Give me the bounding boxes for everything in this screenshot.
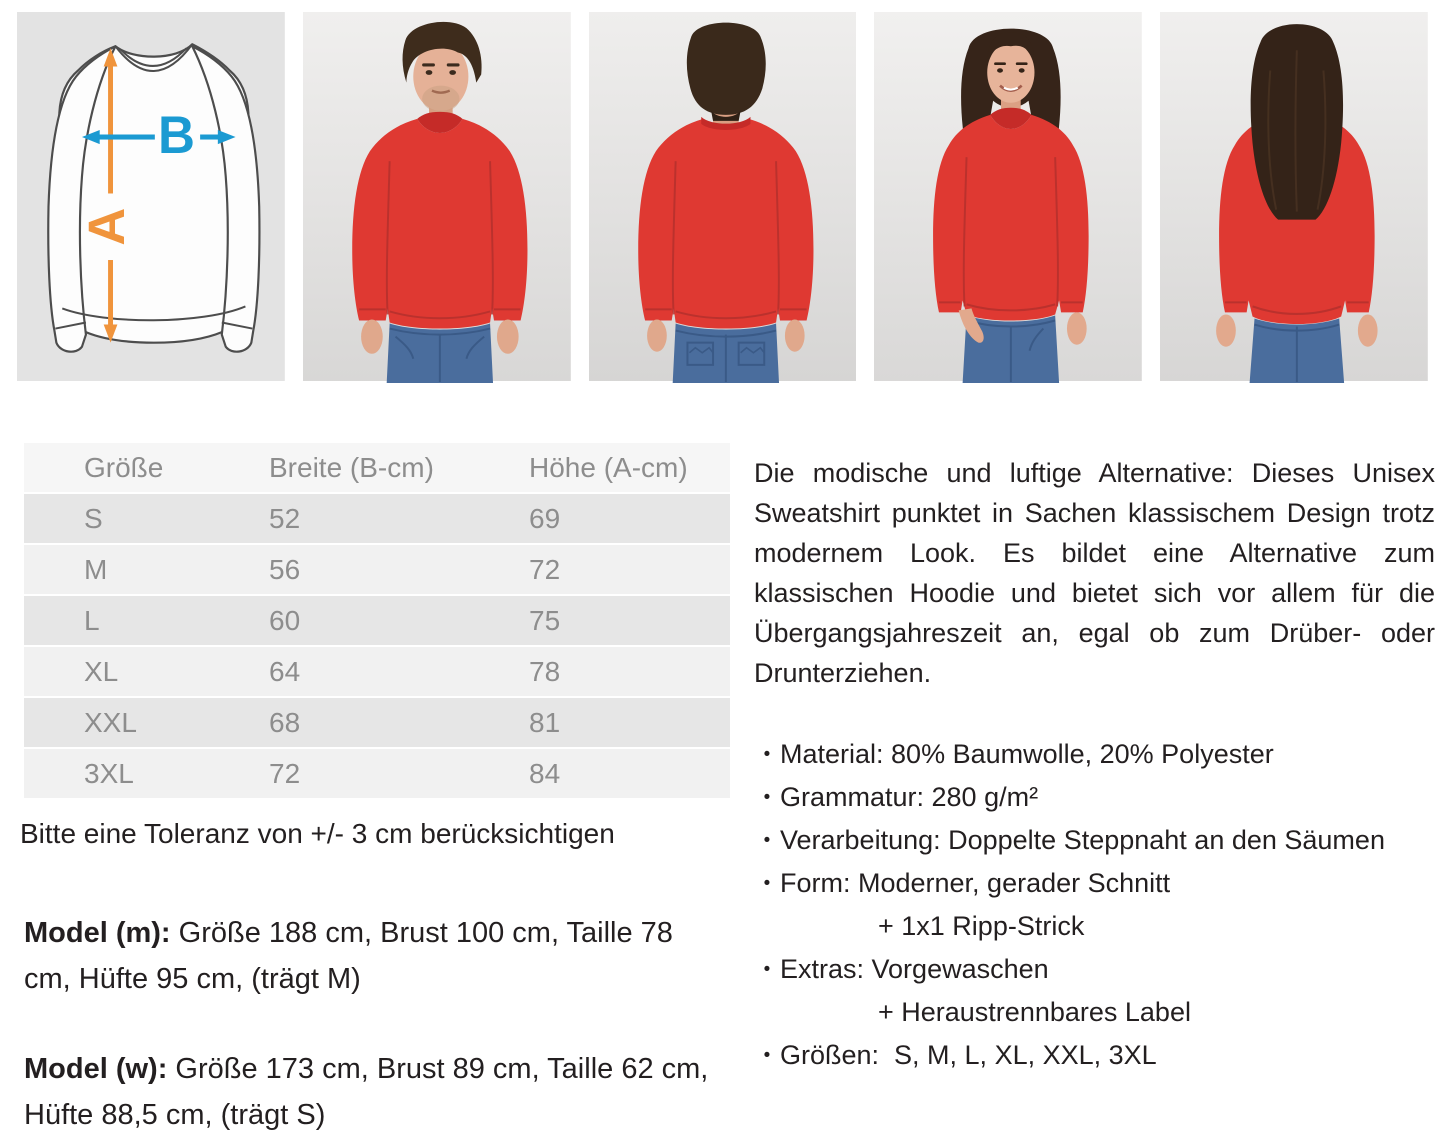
cell-size: 3XL <box>84 757 134 789</box>
feature-item <box>754 948 1435 1034</box>
cell-hoehe: 78 <box>529 655 561 687</box>
col-breite: Breite (B-cm) <box>269 451 434 483</box>
cell-breite: 56 <box>269 553 301 585</box>
model-label: Model (w): <box>24 1053 168 1085</box>
cell-hoehe: 84 <box>529 757 561 789</box>
feature-item <box>754 862 1435 948</box>
cell-hoehe: 69 <box>529 502 561 534</box>
col-groesse: Größe <box>84 451 164 483</box>
bullet-icon: • <box>763 830 771 851</box>
size-table-header-row <box>24 443 730 492</box>
product-details-section <box>0 441 1445 1138</box>
feature-text: Extras: Vorgewaschen <box>780 954 1049 984</box>
label-a: A <box>77 207 135 246</box>
photo-man-back[interactable] <box>589 10 857 383</box>
cell-breite: 60 <box>269 604 301 636</box>
cell-breite: 52 <box>269 502 301 534</box>
cell-hoehe: 81 <box>529 706 561 738</box>
man-front-illustration <box>303 10 571 383</box>
feature-item <box>754 776 1435 819</box>
cell-breite: 72 <box>269 757 301 789</box>
cell-size: S <box>84 502 103 534</box>
photo-man-front[interactable] <box>303 10 571 383</box>
bullet-icon: • <box>763 873 771 894</box>
feature-text: Form: Moderner, gerader Schnitt <box>780 868 1171 898</box>
man-back-illustration <box>589 10 857 383</box>
photo-woman-front[interactable] <box>874 10 1142 383</box>
sweatshirt-measure-diagram <box>17 10 285 383</box>
table-row <box>24 698 730 747</box>
bullet-icon: • <box>763 1045 771 1066</box>
tolerance-note: Bitte eine Toleranz von +/- 3 cm berücksichtigen <box>20 818 615 849</box>
model-info <box>24 910 724 1002</box>
product-photo-strip <box>0 0 1445 383</box>
feature-item <box>754 1034 1435 1077</box>
size-info-column <box>0 441 738 1138</box>
feature-text: Grammatur: 280 g/m² <box>780 782 1039 812</box>
measurement-diagram-image[interactable] <box>17 10 285 383</box>
col-hoehe: Höhe (A-cm) <box>529 451 688 483</box>
bullet-icon: • <box>763 744 771 765</box>
feature-text: Größen: S, M, L, XL, XXL, 3XL <box>780 1040 1157 1070</box>
cell-size: XXL <box>84 706 137 738</box>
model-info-list <box>0 910 738 1138</box>
model-measurements: Größe 173 cm, Brust 89 cm, Taille 62 cm, Hüfte 88,5 cm, (trägt S) <box>24 1053 709 1131</box>
table-row <box>24 494 730 543</box>
feature-text: Verarbeitung: Doppelte Steppnaht an den Säumen <box>780 825 1385 855</box>
size-table-body <box>24 494 730 798</box>
label-b: B <box>158 105 195 165</box>
model-info <box>24 1046 724 1138</box>
cell-size: L <box>84 604 100 636</box>
feature-item <box>754 733 1435 776</box>
table-row <box>24 647 730 696</box>
cell-size: M <box>84 553 108 585</box>
feature-subtext: + 1x1 Ripp-Strick <box>878 911 1085 941</box>
table-row <box>24 545 730 594</box>
model-measurements: Größe 188 cm, Brust 100 cm, Taille 78 cm, Hüfte 95 cm, (trägt M) <box>24 917 673 995</box>
product-description: Die modische und luftige Alternative: Dieses Unisex Sweatshirt punktet in Sachen klassischem Design trotz modernem Look. Es bildet eine Alternative zum klassischen Hoodie und bietet sich vor allem für die Übergangsjahreszeit an, egal ob zum Drüber- oder Drunterziehen. <box>754 458 1435 688</box>
table-row <box>24 596 730 645</box>
feature-text: Material: 80% Baumwolle, 20% Polyester <box>780 739 1274 769</box>
cell-size: XL <box>84 655 119 687</box>
description-column <box>738 441 1445 1077</box>
cell-breite: 68 <box>269 706 301 738</box>
size-table <box>24 441 730 800</box>
cell-breite: 64 <box>269 655 301 687</box>
woman-front-illustration <box>874 10 1142 383</box>
bullet-icon: • <box>763 959 771 980</box>
bullet-icon: • <box>763 787 771 808</box>
feature-subtext: + Heraustrennbares Label <box>878 997 1191 1027</box>
feature-list <box>754 733 1435 1077</box>
model-label: Model (m): <box>24 917 171 949</box>
table-row <box>24 749 730 798</box>
cell-hoehe: 75 <box>529 604 561 636</box>
photo-woman-back[interactable] <box>1160 10 1428 383</box>
woman-back-illustration <box>1160 10 1428 383</box>
cell-hoehe: 72 <box>529 553 561 585</box>
feature-item <box>754 819 1435 862</box>
